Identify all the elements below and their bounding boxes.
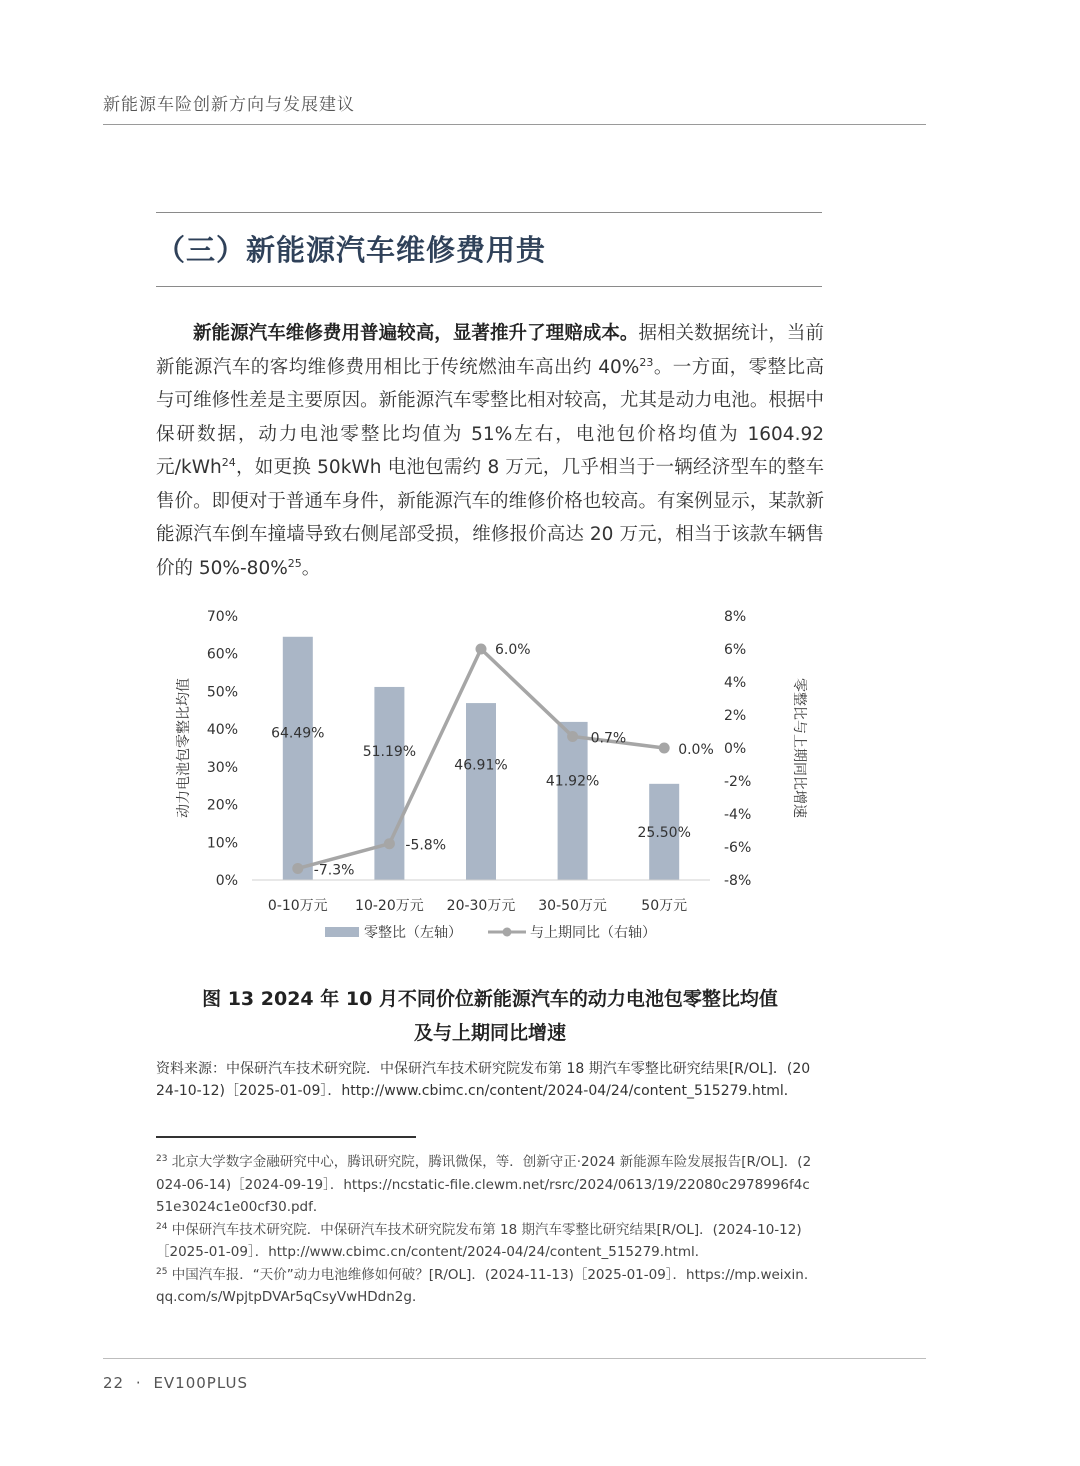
body-lead-sentence: 新能源汽车维修费用普遍较高，显著推升了理赔成本。 <box>193 323 639 344</box>
chart-category-label: 10-20万元 <box>355 898 424 914</box>
chart-bar-data-label: 41.92% <box>545 773 600 790</box>
chart-line-data-label: 0.7% <box>590 730 627 747</box>
chart-legend-group <box>325 924 656 941</box>
chart-line-point <box>659 743 670 754</box>
footnote-text: 中保研汽车技术研究院．中保研汽车技术研究院发布第 18 期汽车零整比研究结果[R/OL]．(2024-10-12)［2025-01-09］．http://www.cbimc.cn/content/2024-04/24/content_515279.html． <box>156 1221 802 1260</box>
footer-brand: EV100PLUS <box>153 1374 248 1392</box>
figure-caption-line-2: 及与上期同比增速 <box>413 1022 566 1044</box>
footnote-number: 24 <box>156 1221 168 1232</box>
chart-bar <box>283 637 313 880</box>
chart-right-tick-label: -2% <box>724 774 752 790</box>
chart-right-tick-label: 0% <box>724 741 747 757</box>
chart-bar-data-label: 46.91% <box>454 757 508 774</box>
page-footer <box>103 1374 248 1392</box>
section-title-top-rule <box>156 212 822 213</box>
chart-category-label: 50万元 <box>641 898 688 914</box>
chart-line-point <box>384 838 395 849</box>
legend-line-marker <box>503 928 512 937</box>
battery-ratio-chart <box>150 596 830 958</box>
legend-line-label: 与上期同比（右轴） <box>530 925 656 941</box>
chart-right-tick-label: 8% <box>724 609 747 625</box>
footnote-ref-25[interactable]: 25 <box>287 556 302 570</box>
footer-rule <box>103 1358 926 1359</box>
chart-left-tick-label: 20% <box>206 797 238 814</box>
chart-left-tick-label: 50% <box>206 684 238 701</box>
chart-category-label: 20-30万元 <box>446 898 516 914</box>
chart-line-data-label: -7.3% <box>313 862 355 879</box>
legend-bar-swatch <box>325 927 359 937</box>
footnote-text: 中国汽车报．“天价”动力电池维修如何破？[R/OL]．(2024-11-13)［2025-01-09］．https://mp.weixin.qq.com/s/WpjtpDVAr5qCsyVwHDdn2g． <box>156 1266 809 1305</box>
footnote-number: 23 <box>156 1154 168 1164</box>
chart-right-tick-label: 6% <box>724 642 747 658</box>
chart-bar <box>374 687 404 880</box>
header-rule <box>103 124 926 125</box>
section-title: （三）新能源汽车维修费用贵 <box>156 233 547 267</box>
chart-left-tick-label: 70% <box>206 609 238 625</box>
chart-left-tick-label: 40% <box>206 722 238 739</box>
chart-left-tick-label: 10% <box>206 835 238 852</box>
chart-left-tick-label: 30% <box>206 759 238 776</box>
footnote-25 <box>156 1264 816 1309</box>
running-header: 新能源车险创新方向与发展建议 <box>103 95 355 115</box>
chart-category-label: 0-10万元 <box>267 898 328 914</box>
chart-bar <box>466 703 496 880</box>
chart-line-data-label: 0.0% <box>678 742 714 758</box>
figure-caption-line-1: 图 13 2024 年 10 月不同价位新能源汽车的动力电池包零整比均值 <box>202 988 778 1010</box>
body-text-part-1: 据相关数据统计，当前新能源汽车的客均维修费用相比于传统燃油车高出约 40% <box>156 323 824 378</box>
chart-bar-data-label: 51.19% <box>362 743 417 760</box>
legend-bar-label: 零整比（左轴） <box>364 925 462 941</box>
chart-right-tick-label: 4% <box>724 675 747 691</box>
chart-right-tick-label: -4% <box>724 807 752 823</box>
chart-category-label: 30-50万元 <box>538 898 607 914</box>
chart-left-tick-label: 0% <box>215 873 238 889</box>
chart-bar-data-label: 25.50% <box>637 824 691 841</box>
figure-caption <box>150 982 830 1050</box>
footnote-rule <box>156 1136 416 1138</box>
body-paragraph <box>156 317 824 585</box>
section-title-bottom-rule <box>156 286 822 287</box>
footnote-ref-24[interactable]: 24 <box>221 456 236 469</box>
chart-line-data-label: -5.8% <box>405 837 447 854</box>
chart-line-point <box>567 731 578 742</box>
footnotes <box>156 1151 816 1309</box>
footnote-ref-23[interactable]: 23 <box>639 355 654 369</box>
chart-right-tick-label: -8% <box>724 873 752 889</box>
footnote-number: 25 <box>156 1266 168 1277</box>
chart-right-tick-label: -6% <box>724 840 752 856</box>
footer-separator: · <box>135 1374 142 1392</box>
chart-right-axis-title: 零整比与上期同比增速 <box>791 678 807 818</box>
chart-left-axis-title: 动力电池包零整比均值 <box>176 678 192 818</box>
source-note: 资料来源：中保研汽车技术研究院．中保研汽车技术研究院发布第 18 期汽车零整比研究结果[R/OL]．(2024-10-12)［2025-01-09］．http://www.cbimc.cn/content/2024-04/24/content_515279.html． <box>156 1061 811 1099</box>
chart-bar-data-label: 64.49% <box>271 725 325 742</box>
chart-left-tick-label: 60% <box>206 646 238 663</box>
footnote-23 <box>156 1151 816 1219</box>
chart-bar <box>558 722 588 880</box>
chart-right-tick-label: 2% <box>724 708 747 724</box>
chart-line-point <box>292 863 303 874</box>
body-text-part-4: 。 <box>301 557 321 579</box>
chart-line-point <box>476 644 487 655</box>
footnote-text: 北京大学数字金融研究中心，腾讯研究院，腾讯微保，等．创新守正·2024 新能源车险发展报告[R/OL]．(2024-06-14)［2024-09-19］．https://ncstatic-file.clewm.net/rsrc/2024/0613/19/22080c2978996f4c51e3024c1e00cf30.pdf． <box>156 1154 812 1215</box>
page-number: 22 <box>103 1374 125 1392</box>
body-text-part-2: 。一方面，零整比高与可维修性差是主要原因。新能源汽车零整比相对较高，尤其是动力电池。根据中保研数据，动力电池零整比均值为 51%左右，电池包价格均值为 1604.92 元/kWh <box>156 356 824 478</box>
chart-line-data-label: 6.0% <box>495 642 531 658</box>
body-text-part-3: ，如更换 50kWh 电池包需约 8 万元，几乎相当于一辆经济型车的整车售价。即便对于普通车身件，新能源汽车的维修价格也较高。有案例显示，某款新能源汽车倒车撞墙导致右侧尾部受损，维修报价高达 20 万元，相当于该款车辆售价的 50%-80% <box>156 457 824 579</box>
footnote-24 <box>156 1219 816 1264</box>
